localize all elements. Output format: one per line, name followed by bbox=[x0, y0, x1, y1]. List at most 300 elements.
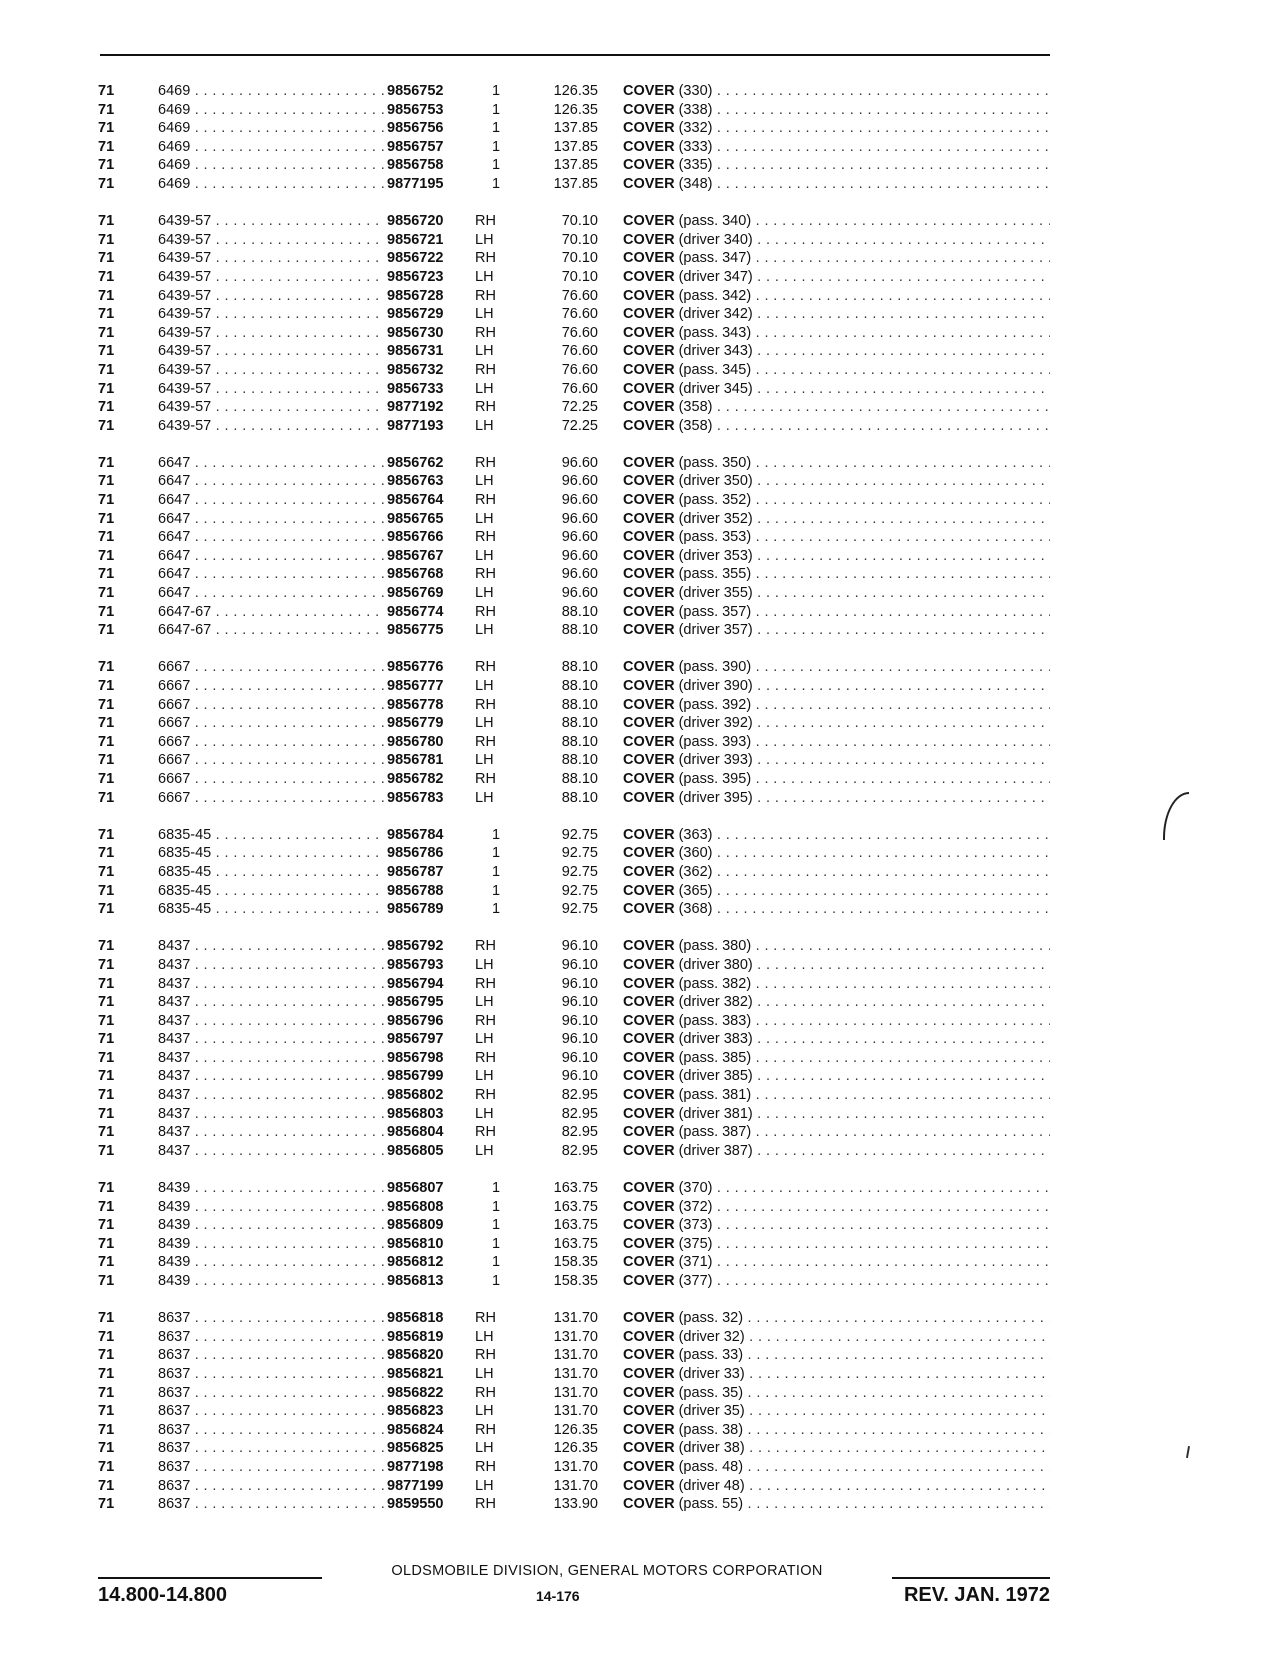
price-cell: 88.10 bbox=[561, 752, 598, 769]
side-cell: RH bbox=[475, 250, 496, 267]
description-detail: (362) bbox=[674, 863, 713, 880]
year-cell: 71 bbox=[98, 1105, 115, 1122]
year-cell: 71 bbox=[98, 1068, 115, 1085]
price-cell: 96.10 bbox=[561, 938, 598, 955]
description-cell bbox=[623, 993, 1050, 1012]
side-cell: 1 bbox=[492, 175, 501, 192]
table-row bbox=[0, 417, 1281, 436]
model-cell: 6647 . . . bbox=[158, 565, 384, 584]
price-cell: 72.25 bbox=[561, 417, 598, 434]
part-number-cell: 9856768 bbox=[387, 566, 444, 583]
description-cell bbox=[623, 1216, 1050, 1235]
year-cell: 71 bbox=[98, 101, 115, 118]
side-cell: RH bbox=[475, 1124, 496, 1141]
table-row bbox=[0, 621, 1281, 640]
price-cell: 70.10 bbox=[561, 250, 598, 267]
description-item: COVER bbox=[623, 1384, 675, 1401]
model-cell: 6667 . . . bbox=[158, 751, 384, 770]
side-cell: LH bbox=[475, 306, 494, 323]
description-item: COVER bbox=[623, 1347, 675, 1364]
side-cell: 1 bbox=[492, 826, 501, 843]
part-number-cell: 9856798 bbox=[387, 1049, 444, 1066]
part-number-cell: 9856808 bbox=[387, 1198, 444, 1215]
description-cell bbox=[623, 305, 1050, 324]
price-cell: 137.85 bbox=[553, 175, 598, 192]
description-detail: (pass. 55) bbox=[674, 1496, 744, 1513]
part-number-cell: 9859550 bbox=[387, 1496, 444, 1513]
description-item: COVER bbox=[623, 324, 675, 341]
description-item: COVER bbox=[623, 306, 675, 323]
year-cell: 71 bbox=[98, 1496, 115, 1513]
table-row bbox=[0, 380, 1281, 399]
description-detail: (332) bbox=[674, 120, 713, 137]
price-cell: 88.10 bbox=[561, 789, 598, 806]
description-cell bbox=[623, 249, 1050, 268]
part-number-cell: 9856731 bbox=[387, 343, 444, 360]
year-cell: 71 bbox=[98, 287, 115, 304]
side-cell: 1 bbox=[492, 863, 501, 880]
price-cell: 76.60 bbox=[561, 324, 598, 341]
description-item: COVER bbox=[623, 715, 675, 732]
model-cell: 8437 . . . bbox=[158, 1012, 384, 1031]
year-cell: 71 bbox=[98, 157, 115, 174]
table-row bbox=[0, 1458, 1281, 1477]
model-cell: 6439-57 . . . bbox=[158, 305, 384, 324]
price-cell: 96.60 bbox=[561, 585, 598, 602]
description-cell bbox=[623, 342, 1050, 361]
model-cell: 6647 . . . bbox=[158, 528, 384, 547]
model-cell: 6835-45 . . . bbox=[158, 826, 384, 845]
year-cell: 71 bbox=[98, 1273, 115, 1289]
model-cell: 6439-57 . . . bbox=[158, 417, 384, 436]
description-cell bbox=[623, 1421, 1050, 1440]
parts-group bbox=[0, 1179, 1281, 1291]
description-cell bbox=[623, 882, 1050, 901]
table-row bbox=[0, 1439, 1281, 1458]
description-cell bbox=[623, 584, 1050, 603]
table-row bbox=[0, 863, 1281, 882]
price-cell: 76.60 bbox=[561, 287, 598, 304]
part-number-cell: 9856822 bbox=[387, 1384, 444, 1401]
price-cell: 92.75 bbox=[561, 863, 598, 880]
side-cell: 1 bbox=[492, 1273, 501, 1289]
part-number-cell: 9856825 bbox=[387, 1440, 444, 1457]
table-row bbox=[0, 268, 1281, 287]
description-detail: (pass. 387) bbox=[674, 1124, 752, 1141]
description-item: COVER bbox=[623, 826, 675, 843]
description-item: COVER bbox=[623, 938, 675, 955]
description-item: COVER bbox=[623, 733, 675, 750]
table-row bbox=[0, 733, 1281, 752]
description-detail: (363) bbox=[674, 826, 713, 843]
part-number-cell: 9856778 bbox=[387, 696, 444, 713]
table-row bbox=[0, 82, 1281, 101]
price-cell: 72.25 bbox=[561, 399, 598, 416]
part-number-cell: 9856783 bbox=[387, 789, 444, 806]
description-item: COVER bbox=[623, 380, 675, 397]
model-cell: 6667 . . . bbox=[158, 733, 384, 752]
description-cell bbox=[623, 231, 1050, 250]
table-row bbox=[0, 789, 1281, 808]
side-cell: LH bbox=[475, 268, 494, 285]
part-number-cell: 9877193 bbox=[387, 417, 444, 434]
model-cell: 6439-57 . . . bbox=[158, 342, 384, 361]
price-cell: 163.75 bbox=[553, 1235, 598, 1252]
side-cell: RH bbox=[475, 1421, 496, 1438]
model-cell: 8437 . . . bbox=[158, 1086, 384, 1105]
side-cell: RH bbox=[475, 733, 496, 750]
description-item: COVER bbox=[623, 213, 675, 230]
table-row bbox=[0, 993, 1281, 1012]
table-row bbox=[0, 882, 1281, 901]
price-cell: 96.60 bbox=[561, 547, 598, 564]
table-row bbox=[0, 975, 1281, 994]
price-cell: 137.85 bbox=[553, 120, 598, 137]
description-cell bbox=[623, 324, 1050, 343]
table-row bbox=[0, 491, 1281, 510]
price-cell: 96.10 bbox=[561, 1012, 598, 1029]
description-detail: (pass. 48) bbox=[674, 1458, 744, 1475]
description-item: COVER bbox=[623, 1068, 675, 1085]
description-detail: (pass. 392) bbox=[674, 696, 752, 713]
part-number-cell: 9856766 bbox=[387, 529, 444, 546]
description-detail: (360) bbox=[674, 845, 713, 862]
description-detail: (377) bbox=[674, 1273, 713, 1289]
model-cell: 8437 . . . bbox=[158, 975, 384, 994]
description-detail: (358) bbox=[674, 417, 713, 434]
part-number-cell: 9856721 bbox=[387, 231, 444, 248]
description-detail: (driver 383) bbox=[674, 1031, 753, 1048]
year-cell: 71 bbox=[98, 380, 115, 397]
description-detail: (pass. 355) bbox=[674, 566, 752, 583]
description-detail: (365) bbox=[674, 882, 713, 899]
model-cell: 6647-67 . . . bbox=[158, 603, 384, 622]
table-row bbox=[0, 956, 1281, 975]
part-number-cell: 9856795 bbox=[387, 994, 444, 1011]
price-cell: 126.35 bbox=[553, 83, 598, 99]
model-cell: 8637 . . . bbox=[158, 1402, 384, 1421]
year-cell: 71 bbox=[98, 826, 115, 843]
table-row bbox=[0, 101, 1281, 120]
description-detail: (pass. 395) bbox=[674, 770, 752, 787]
side-cell: LH bbox=[475, 1328, 494, 1345]
year-cell: 71 bbox=[98, 324, 115, 341]
description-detail: (335) bbox=[674, 157, 713, 174]
model-cell: 6647 . . . bbox=[158, 454, 384, 473]
table-row bbox=[0, 547, 1281, 566]
year-cell: 71 bbox=[98, 510, 115, 527]
part-number-cell: 9856762 bbox=[387, 454, 444, 471]
description-detail: (driver 48) bbox=[674, 1477, 745, 1494]
description-detail: (pass. 343) bbox=[674, 324, 752, 341]
table-row bbox=[0, 510, 1281, 529]
year-cell: 71 bbox=[98, 213, 115, 230]
part-number-cell: 9856758 bbox=[387, 157, 444, 174]
price-cell: 88.10 bbox=[561, 603, 598, 620]
side-cell: LH bbox=[475, 1440, 494, 1457]
side-cell: RH bbox=[475, 399, 496, 416]
table-row bbox=[0, 751, 1281, 770]
table-row bbox=[0, 454, 1281, 473]
description-item: COVER bbox=[623, 882, 675, 899]
part-number-cell: 9856756 bbox=[387, 120, 444, 137]
description-item: COVER bbox=[623, 1365, 675, 1382]
part-number-cell: 9856729 bbox=[387, 306, 444, 323]
description-cell bbox=[623, 1439, 1050, 1458]
description-detail: (371) bbox=[674, 1254, 713, 1271]
table-row bbox=[0, 342, 1281, 361]
side-cell: LH bbox=[475, 1142, 494, 1159]
side-cell: RH bbox=[475, 1310, 496, 1327]
part-number-cell: 9856733 bbox=[387, 380, 444, 397]
description-item: COVER bbox=[623, 622, 675, 639]
description-cell bbox=[623, 770, 1050, 789]
model-cell: 6469 . . . bbox=[158, 101, 384, 120]
year-cell: 71 bbox=[98, 529, 115, 546]
table-row bbox=[0, 1477, 1281, 1496]
part-number-cell: 9856803 bbox=[387, 1105, 444, 1122]
table-row bbox=[0, 1142, 1281, 1161]
description-detail: (372) bbox=[674, 1198, 713, 1215]
description-item: COVER bbox=[623, 175, 675, 192]
model-cell: 6667 . . . bbox=[158, 677, 384, 696]
description-item: COVER bbox=[623, 1049, 675, 1066]
part-number-cell: 9856757 bbox=[387, 138, 444, 155]
description-item: COVER bbox=[623, 1273, 675, 1289]
year-cell: 71 bbox=[98, 1458, 115, 1475]
description-item: COVER bbox=[623, 399, 675, 416]
model-cell: 8637 . . . bbox=[158, 1421, 384, 1440]
description-detail: (driver 347) bbox=[674, 268, 753, 285]
model-cell: 8439 . . . bbox=[158, 1216, 384, 1235]
description-item: COVER bbox=[623, 361, 675, 378]
side-cell: LH bbox=[475, 510, 494, 527]
table-row bbox=[0, 770, 1281, 789]
price-cell: 96.60 bbox=[561, 510, 598, 527]
side-cell: LH bbox=[475, 1365, 494, 1382]
parts-group bbox=[0, 454, 1281, 640]
description-item: COVER bbox=[623, 1031, 675, 1048]
table-row bbox=[0, 1012, 1281, 1031]
year-cell: 71 bbox=[98, 585, 115, 602]
year-cell: 71 bbox=[98, 175, 115, 192]
side-cell: RH bbox=[475, 1012, 496, 1029]
year-cell: 71 bbox=[98, 1440, 115, 1457]
year-cell: 71 bbox=[98, 901, 115, 918]
price-cell: 70.10 bbox=[561, 268, 598, 285]
description-detail: (pass. 383) bbox=[674, 1012, 752, 1029]
description-cell bbox=[623, 1086, 1050, 1105]
model-cell: 8437 . . . bbox=[158, 1142, 384, 1161]
price-cell: 131.70 bbox=[553, 1365, 598, 1382]
price-cell: 137.85 bbox=[553, 138, 598, 155]
table-row bbox=[0, 1235, 1281, 1254]
part-number-cell: 9856723 bbox=[387, 268, 444, 285]
table-row bbox=[0, 696, 1281, 715]
part-number-cell: 9856764 bbox=[387, 492, 444, 509]
model-cell: 6647 . . . bbox=[158, 547, 384, 566]
side-cell: RH bbox=[475, 696, 496, 713]
description-cell bbox=[623, 1142, 1050, 1161]
description-cell bbox=[623, 380, 1050, 399]
description-cell bbox=[623, 156, 1050, 175]
price-cell: 96.60 bbox=[561, 473, 598, 490]
table-row bbox=[0, 937, 1281, 956]
model-cell: 6469 . . . bbox=[158, 138, 384, 157]
table-row bbox=[0, 677, 1281, 696]
description-cell bbox=[623, 175, 1050, 194]
model-cell: 8439 . . . bbox=[158, 1272, 384, 1291]
description-cell bbox=[623, 956, 1050, 975]
year-cell: 71 bbox=[98, 1142, 115, 1159]
description-item: COVER bbox=[623, 1124, 675, 1141]
side-cell: LH bbox=[475, 1031, 494, 1048]
part-number-cell: 9856763 bbox=[387, 473, 444, 490]
description-cell bbox=[623, 844, 1050, 863]
price-cell: 131.70 bbox=[553, 1384, 598, 1401]
description-detail: (348) bbox=[674, 175, 713, 192]
description-cell bbox=[623, 937, 1050, 956]
description-cell bbox=[623, 789, 1050, 808]
description-detail: (driver 342) bbox=[674, 306, 753, 323]
description-cell bbox=[623, 454, 1050, 473]
table-row bbox=[0, 361, 1281, 380]
side-cell: RH bbox=[475, 287, 496, 304]
year-cell: 71 bbox=[98, 1217, 115, 1234]
description-cell bbox=[623, 1402, 1050, 1421]
side-cell: RH bbox=[475, 492, 496, 509]
table-row bbox=[0, 398, 1281, 417]
model-cell: 6439-57 . . . bbox=[158, 268, 384, 287]
description-item: COVER bbox=[623, 752, 675, 769]
model-cell: 8637 . . . bbox=[158, 1458, 384, 1477]
year-cell: 71 bbox=[98, 1049, 115, 1066]
model-cell: 6439-57 . . . bbox=[158, 380, 384, 399]
part-number-cell: 9856796 bbox=[387, 1012, 444, 1029]
price-cell: 88.10 bbox=[561, 659, 598, 676]
price-cell: 131.70 bbox=[553, 1477, 598, 1494]
side-cell: LH bbox=[475, 1068, 494, 1085]
description-cell bbox=[623, 212, 1050, 231]
description-detail: (pass. 352) bbox=[674, 492, 752, 509]
description-cell bbox=[623, 1346, 1050, 1365]
year-cell: 71 bbox=[98, 1254, 115, 1271]
table-row bbox=[0, 1030, 1281, 1049]
side-cell: RH bbox=[475, 454, 496, 471]
side-cell: 1 bbox=[492, 1254, 501, 1271]
price-cell: 92.75 bbox=[561, 845, 598, 862]
description-cell bbox=[623, 751, 1050, 770]
side-cell: LH bbox=[475, 956, 494, 973]
year-cell: 71 bbox=[98, 250, 115, 267]
year-cell: 71 bbox=[98, 956, 115, 973]
table-row bbox=[0, 1198, 1281, 1217]
part-number-cell: 9856804 bbox=[387, 1124, 444, 1141]
price-cell: 126.35 bbox=[553, 1421, 598, 1438]
parts-group bbox=[0, 82, 1281, 194]
side-cell: LH bbox=[475, 585, 494, 602]
table-row bbox=[0, 1272, 1281, 1291]
part-number-cell: 9856818 bbox=[387, 1310, 444, 1327]
year-cell: 71 bbox=[98, 1235, 115, 1252]
model-cell: 8637 . . . bbox=[158, 1328, 384, 1347]
model-cell: 6439-57 . . . bbox=[158, 231, 384, 250]
description-detail: (driver 390) bbox=[674, 678, 753, 694]
model-cell: 6835-45 . . . bbox=[158, 900, 384, 919]
table-row bbox=[0, 1086, 1281, 1105]
description-item: COVER bbox=[623, 1477, 675, 1494]
price-cell: 82.95 bbox=[561, 1142, 598, 1159]
description-item: COVER bbox=[623, 547, 675, 564]
year-cell: 71 bbox=[98, 1347, 115, 1364]
part-number-cell: 9856799 bbox=[387, 1068, 444, 1085]
part-number-cell: 9856775 bbox=[387, 622, 444, 639]
description-item: COVER bbox=[623, 343, 675, 360]
side-cell: RH bbox=[475, 938, 496, 955]
description-detail: (driver 381) bbox=[674, 1105, 753, 1122]
side-cell: 1 bbox=[492, 101, 501, 118]
side-cell: RH bbox=[475, 1347, 496, 1364]
part-number-cell: 9856821 bbox=[387, 1365, 444, 1382]
description-detail: (driver 385) bbox=[674, 1068, 753, 1085]
description-detail: (driver 387) bbox=[674, 1142, 753, 1159]
description-cell bbox=[623, 1365, 1050, 1384]
description-detail: (pass. 353) bbox=[674, 529, 752, 546]
price-cell: 131.70 bbox=[553, 1310, 598, 1327]
description-item: COVER bbox=[623, 1254, 675, 1271]
side-cell: RH bbox=[475, 324, 496, 341]
price-cell: 92.75 bbox=[561, 901, 598, 918]
part-number-cell: 9856782 bbox=[387, 770, 444, 787]
model-cell: 6835-45 . . . bbox=[158, 844, 384, 863]
model-cell: 6439-57 . . . bbox=[158, 361, 384, 380]
part-number-cell: 9856730 bbox=[387, 324, 444, 341]
description-cell bbox=[623, 287, 1050, 306]
part-number-cell: 9856784 bbox=[387, 826, 444, 843]
table-row bbox=[0, 1384, 1281, 1403]
side-cell: 1 bbox=[492, 1217, 501, 1234]
description-cell bbox=[623, 1198, 1050, 1217]
part-number-cell: 9856722 bbox=[387, 250, 444, 267]
year-cell: 71 bbox=[98, 473, 115, 490]
description-item: COVER bbox=[623, 863, 675, 880]
year-cell: 71 bbox=[98, 1328, 115, 1345]
model-cell: 8437 . . . bbox=[158, 1049, 384, 1068]
description-item: COVER bbox=[623, 659, 675, 676]
parts-group bbox=[0, 212, 1281, 435]
description-item: COVER bbox=[623, 1421, 675, 1438]
year-cell: 71 bbox=[98, 1310, 115, 1327]
model-cell: 6835-45 . . . bbox=[158, 882, 384, 901]
description-detail: (driver 345) bbox=[674, 380, 753, 397]
year-cell: 71 bbox=[98, 268, 115, 285]
model-cell: 8637 . . . bbox=[158, 1477, 384, 1496]
table-row bbox=[0, 1421, 1281, 1440]
side-cell: 1 bbox=[492, 882, 501, 899]
description-item: COVER bbox=[623, 1235, 675, 1252]
model-cell: 6647 . . . bbox=[158, 472, 384, 491]
price-cell: 96.10 bbox=[561, 1068, 598, 1085]
model-cell: 8637 . . . bbox=[158, 1365, 384, 1384]
description-detail: (370) bbox=[674, 1180, 713, 1197]
description-detail: (driver 33) bbox=[674, 1365, 745, 1382]
description-item: COVER bbox=[623, 1217, 675, 1234]
side-cell: LH bbox=[475, 715, 494, 732]
year-cell: 71 bbox=[98, 1124, 115, 1141]
description-item: COVER bbox=[623, 1403, 675, 1420]
description-item: COVER bbox=[623, 696, 675, 713]
price-cell: 92.75 bbox=[561, 826, 598, 843]
